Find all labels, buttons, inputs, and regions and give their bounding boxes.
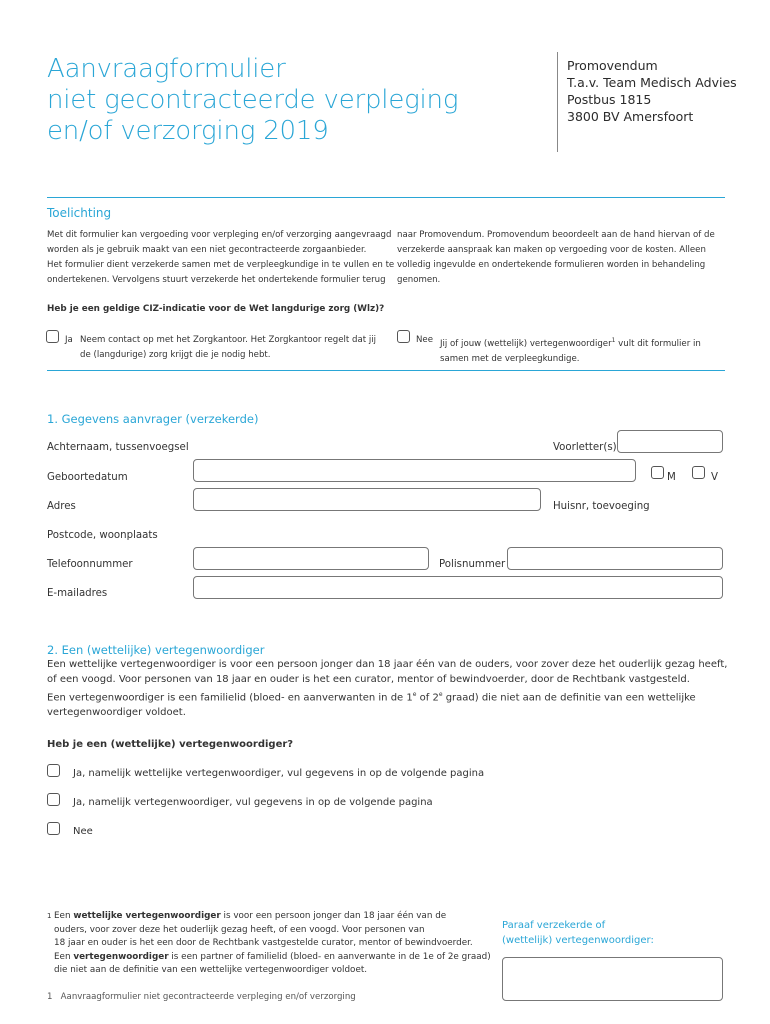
page-footer [47, 992, 356, 1002]
section2-body-line: Een wettelijke vertegenwoordiger is voor een persoon jonger dan 18 jaar één van de ouders, voor zover deze het ouderlijk gezag heeft, [47, 659, 728, 670]
footnote-part: is een partner of familielid (bloed- en aanverwante in de 1e of 2e graad) [168, 951, 491, 962]
option-vertegenwoordiger-label: Ja, namelijk vertegenwoordiger, vul gegevens in op de volgende pagina [73, 797, 433, 808]
option-nee-label: Nee [73, 826, 93, 837]
footnote-part: is voor een persoon jonger dan 18 jaar één van de [220, 911, 447, 921]
section2-body-part: Een vertegenwoordiger is een familielid (bloed- en aanverwanten in de 1 [47, 692, 413, 704]
toelichting-right-line: naar Promovendum. Promovendum beoordeelt aan de hand hiervan of de [397, 230, 715, 240]
ciz-question: Heb je een geldige CIZ-indicatie voor de Wet langdurige zorg (Wlz)? [47, 304, 385, 314]
footnote-line [54, 951, 491, 965]
ciz-nee-text [440, 333, 701, 367]
footnote-part: Een [54, 911, 74, 921]
footnote-line: die niet aan de definitie van een wettelijke vertegenwoordiger voldoet. [54, 965, 368, 975]
toelichting-left-column [47, 228, 394, 288]
paraaf-line: Paraaf verzekerde of [502, 920, 606, 931]
telefoon-input[interactable] [193, 547, 429, 570]
title-line-3: en/of verzorging 2019 [47, 116, 329, 146]
toelichting-right-column [397, 228, 715, 288]
option-wettelijk-checkbox[interactable] [47, 764, 60, 777]
option-nee-checkbox[interactable] [47, 822, 60, 835]
adres-input[interactable] [193, 488, 541, 511]
gender-v-checkbox[interactable] [692, 466, 705, 479]
email-input[interactable] [193, 576, 723, 599]
polis-input[interactable] [507, 547, 723, 570]
address-line-3: Postbus 1815 [567, 92, 652, 107]
ciz-ja-text-line: Neem contact op met het Zorgkantoor. Het Zorgkantoor regelt dat jij [80, 335, 377, 345]
footnote-text [54, 910, 491, 978]
superscript: e [438, 691, 443, 698]
ciz-nee-text-line [440, 333, 701, 352]
option-vertegenwoordiger-checkbox[interactable] [47, 793, 60, 806]
adres-label: Adres [47, 501, 76, 512]
vertegenwoordiger-question: Heb je een (wettelijke) vertegenwoordiger? [47, 739, 294, 750]
gender-v-label: V [711, 472, 718, 483]
email-label: E-mailadres [47, 588, 108, 599]
footnote-part: Een [54, 951, 74, 962]
toelichting-left-line: Het formulier dient verzekerde samen met de verpleegkundige in te vullen en te [47, 260, 395, 270]
ciz-nee-text-part: vult dit formulier in [615, 338, 701, 349]
footnote-bold: vertegenwoordiger [73, 951, 169, 962]
address-line-4: 3800 BV Amersfoort [567, 109, 694, 124]
gender-m-label: M [667, 472, 676, 483]
section1-heading: 1. Gegevens aanvrager (verzekerde) [47, 412, 259, 426]
ciz-ja-text [80, 333, 376, 363]
footnote-line: ouders, voor zover deze het ouderlijk gezag heeft, of een voogd. Voor personen van [54, 924, 425, 935]
title-line-2: niet gecontracteerde verpleging [47, 85, 459, 115]
footnote-marker: 1 [47, 912, 52, 920]
achternaam-label: Achternaam, tussenvoegsel [47, 442, 189, 453]
ciz-ja-label: Ja [65, 335, 73, 345]
section2-body-line [47, 687, 727, 705]
footnote-line [54, 910, 491, 924]
header-divider [557, 52, 558, 152]
ciz-nee-label: Nee [416, 335, 434, 345]
section2-body-part: of 2 [416, 692, 439, 704]
ciz-nee-checkbox[interactable] [397, 330, 410, 343]
toelichting-right-line: genomen. [397, 275, 441, 285]
address-line-2: T.a.v. Team Medisch Advies [567, 75, 737, 90]
page-title [47, 54, 547, 147]
huisnr-label: Huisnr, toevoeging [553, 501, 650, 512]
paraaf-signature-box[interactable] [502, 957, 723, 1001]
footnote-reference: 1 [611, 337, 616, 344]
section2-body-line: of een voogd. Voor personen van 18 jaar en ouder is het een curator, mentor of bewindvoerder, door de Rechtbank vastgesteld. [47, 674, 690, 685]
section2-body-part: graad) die niet aan de definitie van een wettelijke [442, 692, 696, 704]
divider-top [47, 197, 725, 198]
page-number: 1 [47, 992, 53, 1002]
toelichting-heading: Toelichting [47, 206, 112, 220]
ciz-nee-text-part: Jij of jouw (wettelijk) vertegenwoordiger [440, 338, 612, 349]
address-line-1: Promovendum [567, 58, 658, 73]
gender-m-checkbox[interactable] [651, 466, 664, 479]
voorletters-input[interactable] [617, 430, 723, 453]
paraaf-line: (wettelijk) vertegenwoordiger: [502, 935, 654, 946]
geboortedatum-input[interactable] [193, 459, 636, 482]
toelichting-right-line: verzekerde aanspraak kan maken op vergoeding voor de kosten. Alleen [397, 245, 706, 255]
toelichting-left-line: worden als je gebruik maakt van een niet gecontracteerde zorgaanbieder. [47, 245, 367, 255]
title-line-1: Aanvraagformulier [47, 54, 286, 84]
postcode-label: Postcode, woonplaats [47, 530, 158, 541]
superscript: e [412, 691, 417, 698]
toelichting-right-line: volledig ingevulde en ondertekende formulieren worden in behandeling [397, 260, 706, 270]
return-address [567, 57, 737, 125]
polis-label: Polisnummer [439, 559, 506, 570]
section2-heading: 2. Een (wettelijke) vertegenwoordiger [47, 643, 265, 657]
ciz-nee-text-line: samen met de verpleegkundige. [440, 353, 580, 364]
ciz-ja-text-line: de (langdurige) zorg krijgt die je nodig hebt. [80, 350, 271, 360]
toelichting-left-line: Met dit formulier kan vergoeding voor verpleging en/of verzorging aangevraagd [47, 230, 392, 240]
telefoon-label: Telefoonnummer [47, 559, 133, 570]
page-footer-text: Aanvraagformulier niet gecontracteerde verpleging en/of verzorging [60, 992, 356, 1002]
footnote-bold: wettelijke vertegenwoordiger [73, 911, 221, 921]
ciz-ja-checkbox[interactable] [46, 330, 59, 343]
section2-body-line: vertegenwoordiger voldoet. [47, 707, 186, 719]
option-wettelijk-label: Ja, namelijk wettelijke vertegenwoordiger, vul gegevens in op de volgende pagina [73, 768, 485, 779]
paraaf-label [502, 918, 654, 948]
voorletters-label: Voorletter(s) [553, 442, 617, 453]
footnote-line: 18 jaar en ouder is het een door de Rechtbank vastgestelde curator, mentor of bewindvoerder. [54, 938, 473, 948]
divider-middle [47, 370, 725, 371]
section2-body [47, 657, 727, 720]
toelichting-left-line: ondertekenen. Vervolgens stuurt verzekerde het ondertekende formulier terug [47, 275, 386, 285]
geboortedatum-label: Geboortedatum [47, 472, 128, 483]
